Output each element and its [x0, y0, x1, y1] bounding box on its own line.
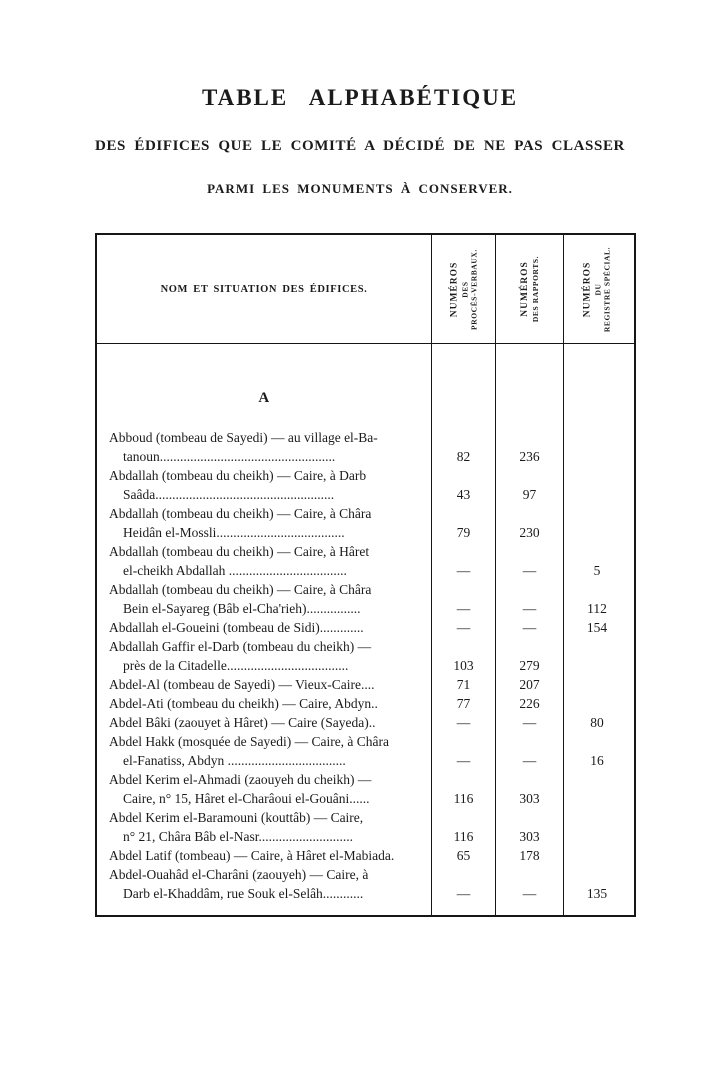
column-header-registre-special	[563, 235, 630, 343]
cell-proces-verbaux	[431, 580, 495, 618]
number-value: 5	[593, 563, 601, 578]
cell-proces-verbaux	[431, 504, 495, 542]
entry-name	[97, 428, 431, 466]
number-value: —	[522, 753, 537, 768]
number-value: 65	[456, 848, 471, 863]
blank-cell	[431, 344, 495, 390]
entry-line: Abdel-Al (tombeau de Sayedi) — Vieux-Caire....	[109, 677, 375, 692]
table-row	[97, 865, 634, 903]
blank-cell	[431, 903, 495, 915]
cell-rapports	[495, 694, 563, 713]
number-value: —	[456, 620, 471, 635]
entry-line: Abdel Bâki (zaouyet à Hâret) — Caire (Sayeda)..	[109, 715, 376, 730]
cell-proces-verbaux	[431, 865, 495, 903]
cell-proces-verbaux	[431, 428, 495, 466]
section-letter: A	[258, 390, 270, 406]
number-value: 116	[453, 829, 474, 844]
spacer-row	[97, 344, 634, 390]
cell-registre-special	[563, 732, 630, 770]
cell-registre-special	[563, 504, 630, 542]
table-row	[97, 732, 634, 770]
entry-name	[97, 580, 431, 618]
cell-proces-verbaux	[431, 618, 495, 637]
number-value: 80	[590, 715, 604, 730]
blank-cell	[431, 390, 495, 428]
number-value: 77	[456, 696, 471, 711]
cell-registre-special	[563, 770, 630, 808]
number-value: 103	[453, 658, 474, 673]
table-row	[97, 466, 634, 504]
entry-name	[97, 637, 431, 675]
cell-proces-verbaux	[431, 808, 495, 846]
cell-rapports	[495, 428, 563, 466]
blank-cell	[97, 344, 431, 390]
blank-cell	[495, 390, 563, 428]
number-value: 82	[456, 449, 471, 464]
cell-registre-special	[563, 675, 630, 694]
number-value: 135	[586, 886, 608, 901]
entry-name	[97, 865, 431, 903]
cell-registre-special	[563, 428, 630, 466]
number-value: —	[456, 715, 471, 730]
number-value: 43	[456, 487, 471, 502]
vertical-label-line: DES	[460, 280, 469, 298]
cell-rapports	[495, 618, 563, 637]
number-value: 178	[519, 848, 540, 863]
entry-line: Caire, n° 15, Hâret el-Charâoui el-Gouâni......	[123, 791, 370, 806]
blank-cell	[563, 390, 630, 428]
entry-line: tanoun....................................................	[123, 449, 336, 464]
number-value: 279	[519, 658, 540, 673]
cell-proces-verbaux	[431, 637, 495, 675]
cell-proces-verbaux	[431, 770, 495, 808]
cell-proces-verbaux	[431, 732, 495, 770]
vertical-label-line: DU	[593, 282, 603, 296]
entry-line: près de la Citadelle....................................	[123, 658, 349, 673]
cell-registre-special	[563, 846, 630, 865]
entry-line: Bein el-Sayareg (Bâb el-Cha'rieh)................	[123, 601, 361, 616]
number-value: 207	[519, 677, 540, 692]
number-value: 79	[456, 525, 471, 540]
cell-rapports	[495, 846, 563, 865]
cell-proces-verbaux	[431, 846, 495, 865]
cell-rapports	[495, 580, 563, 618]
cell-rapports	[495, 808, 563, 846]
entry-line: Heidân el-Mossli......................................	[123, 525, 345, 540]
number-value: —	[456, 601, 471, 616]
blank-cell	[563, 903, 630, 915]
entry-name	[97, 713, 431, 732]
table-row	[97, 808, 634, 846]
cell-registre-special	[563, 580, 630, 618]
cell-rapports	[495, 504, 563, 542]
table-row	[97, 428, 634, 466]
entry-line: Abboud (tombeau de Sayedi) — au village el-Ba-	[109, 430, 378, 445]
entry-line: Abdel Kerim el-Baramouni (kouttâb) — Caire,	[109, 810, 364, 825]
cell-proces-verbaux	[431, 542, 495, 580]
number-value: 303	[519, 791, 540, 806]
cell-rapports	[495, 713, 563, 732]
cell-rapports	[495, 770, 563, 808]
cell-rapports	[495, 865, 563, 903]
entry-name	[97, 618, 431, 637]
column-header-proces-verbaux	[431, 235, 495, 343]
table-row	[97, 713, 634, 732]
entry-line: Abdel-Ouahâd el-Charâni (zaouyeh) — Caire, à	[109, 867, 369, 882]
number-value: 303	[519, 829, 540, 844]
number-value: 154	[586, 620, 608, 635]
vertical-label-line: DES RAPPORTS.	[530, 255, 540, 323]
entry-line: Abdallah Gaffir el-Darb (tombeau du cheikh) —	[109, 639, 372, 654]
vertical-label-line: PROCÈS-VERBAUX.	[469, 248, 478, 330]
entry-name	[97, 732, 431, 770]
vertical-label	[520, 239, 540, 339]
number-value: —	[522, 620, 537, 635]
cell-rapports	[495, 675, 563, 694]
cell-registre-special	[563, 713, 630, 732]
bottom-pad-row	[97, 903, 634, 915]
entry-line: Abdel Kerim el-Ahmadi (zaouyeh du cheikh) —	[109, 772, 372, 787]
cell-rapports	[495, 732, 563, 770]
entry-name	[97, 466, 431, 504]
entry-name	[97, 504, 431, 542]
vertical-label	[583, 239, 612, 339]
blank-cell	[495, 344, 563, 390]
vertical-label-line: NUMÉROS	[582, 261, 593, 317]
entry-name	[97, 694, 431, 713]
number-value: —	[522, 715, 537, 730]
table-row	[97, 580, 634, 618]
entry-line: Abdallah (tombeau du cheikh) — Caire, à Châra	[109, 506, 372, 521]
entry-line: Abdallah (tombeau du cheikh) — Caire, à Châra	[109, 582, 372, 597]
cell-registre-special	[563, 542, 630, 580]
number-value: 236	[519, 449, 540, 464]
entry-line: Abdallah el-Goueini (tombeau de Sidi).............	[109, 620, 364, 635]
entry-line: Darb el-Khaddâm, rue Souk el-Selâh............	[123, 886, 364, 901]
page-title: TABLE ALPHABÉTIQUE	[201, 85, 519, 110]
number-value: 226	[519, 696, 540, 711]
entry-name	[97, 846, 431, 865]
vertical-label-line: REGISTRE SPÉCIAL.	[602, 246, 612, 332]
cell-proces-verbaux	[431, 675, 495, 694]
cell-proces-verbaux	[431, 466, 495, 504]
table-row	[97, 675, 634, 694]
column-header-name: NOM ET SITUATION DES ÉDIFICES.	[160, 283, 368, 295]
cell-registre-special	[563, 694, 630, 713]
number-value: —	[456, 886, 471, 901]
table-header-row	[97, 235, 634, 344]
table-row	[97, 846, 634, 865]
entry-line: Abdallah (tombeau du cheikh) — Caire, à Hâret	[109, 544, 370, 559]
entry-line: Abdel Latif (tombeau) — Caire, à Hâret el-Mabiada.	[109, 848, 395, 863]
number-value: —	[522, 601, 537, 616]
section-row	[97, 390, 634, 428]
column-header-rapports	[495, 235, 563, 343]
cell-proces-verbaux	[431, 713, 495, 732]
number-value: 116	[453, 791, 474, 806]
number-value: 112	[587, 601, 607, 616]
blank-cell	[563, 344, 630, 390]
number-value: —	[456, 753, 471, 768]
table-row	[97, 694, 634, 713]
blank-cell	[97, 903, 431, 915]
cell-registre-special	[563, 466, 630, 504]
entry-line: Abdallah (tombeau du cheikh) — Caire, à Darb	[109, 468, 367, 483]
entry-name	[97, 808, 431, 846]
table-row	[97, 770, 634, 808]
vertical-label	[449, 239, 478, 339]
page-subtitle-line1: DES ÉDIFICES QUE LE COMITÉ A DÉCIDÉ DE NE PAS CLASSER	[95, 138, 625, 154]
cell-registre-special	[563, 637, 630, 675]
cell-rapports	[495, 466, 563, 504]
table-row	[97, 637, 634, 675]
vertical-label-line: NUMÉROS	[449, 261, 459, 317]
table	[95, 233, 636, 917]
number-value: 230	[519, 525, 540, 540]
entry-name	[97, 770, 431, 808]
entry-line: el-Fanatiss, Abdyn ...................................	[123, 753, 346, 768]
number-value: 16	[590, 753, 604, 768]
cell-registre-special	[563, 808, 630, 846]
cell-rapports	[495, 542, 563, 580]
table-row	[97, 542, 634, 580]
entry-line: el-cheikh Abdallah ...................................	[123, 563, 347, 578]
entry-line: Saâda.....................................................	[123, 487, 335, 502]
cell-registre-special	[563, 865, 630, 903]
entry-line: n° 21, Châra Bâb el-Nasr............................	[123, 829, 353, 844]
table-row	[97, 618, 634, 637]
number-value: —	[522, 563, 537, 578]
vertical-label-line: NUMÉROS	[519, 261, 530, 317]
cell-rapports	[495, 637, 563, 675]
number-value: —	[522, 886, 537, 901]
table-row	[97, 504, 634, 542]
cell-proces-verbaux	[431, 694, 495, 713]
cell-registre-special	[563, 618, 630, 637]
number-value: 71	[456, 677, 471, 692]
entry-name	[97, 542, 431, 580]
blank-cell	[495, 903, 563, 915]
page-subtitle-line2: PARMI LES MONUMENTS À CONSERVER.	[207, 181, 513, 196]
number-value: —	[456, 563, 471, 578]
entry-line: Abdel Hakk (mosquée de Sayedi) — Caire, à Châra	[109, 734, 390, 749]
number-value: 97	[522, 487, 537, 502]
table-body	[97, 428, 634, 903]
entry-name	[97, 675, 431, 694]
entry-line: Abdel-Ati (tombeau du cheikh) — Caire, Abdyn..	[109, 696, 378, 711]
